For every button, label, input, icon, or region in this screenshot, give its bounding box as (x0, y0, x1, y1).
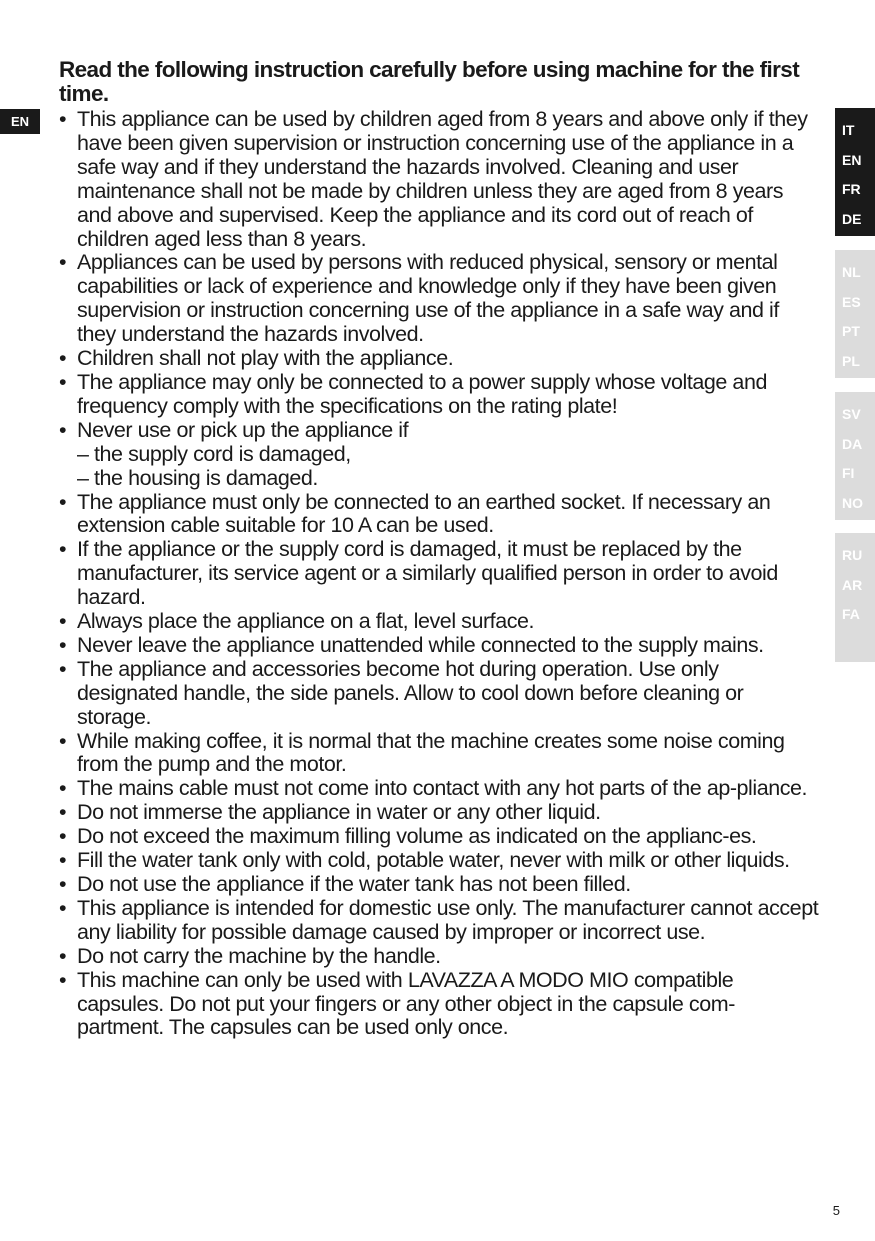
bullet-marker: • (59, 776, 67, 801)
instruction-item (59, 658, 819, 730)
instruction-item (59, 945, 819, 969)
instruction-item (59, 419, 819, 491)
bullet-marker: • (59, 656, 67, 681)
bullet-marker: • (59, 346, 67, 371)
instruction-item (59, 347, 819, 371)
instruction-text: Never leave the appliance unattended while connected to the supply mains. (77, 632, 764, 657)
instruction-text: Do not carry the machine by the handle. (77, 943, 441, 968)
instruction-item (59, 969, 819, 1041)
instruction-item (59, 777, 819, 801)
language-tab-sv: SV (842, 406, 861, 422)
instruction-text: This machine can only be used with LAVAZZA A MODO MIO compatible capsules. Do not put your fingers or any other object in the capsule com-partment. The capsules can be used only once. (77, 967, 735, 1040)
instruction-text: Appliances can be used by persons with reduced physical, sensory or mental capabilities or lack of experience and knowledge only if they have been given supervision or instruction concerning use of the appliance in a safe way and if they understand the hazards involved. (77, 250, 779, 347)
bullet-marker: • (59, 632, 67, 657)
bullet-marker: • (59, 967, 67, 992)
instruction-item (59, 371, 819, 419)
instruction-item (59, 825, 819, 849)
instruction-text: This appliance can be used by children aged from 8 years and above only if they have been given supervision or instruction concerning use of the appliance in a safe way and if they understand the hazards involved. Cleaning and user maintenance shall not be made by children unless they are aged from 8 years and above and supervised. Keep the appliance and its cord out of reach of children aged less than 8 years. (77, 107, 808, 251)
page-language-badge: EN (0, 109, 40, 134)
instruction-text: The appliance and accessories become hot during operation. Use only designated handle, the side panels. Allow to cool down before cleaning or storage. (77, 656, 744, 729)
bullet-marker: • (59, 417, 67, 442)
language-tab-es: ES (842, 293, 861, 310)
language-tab-fi: FI (842, 465, 855, 481)
bullet-marker: • (59, 489, 67, 514)
bullet-marker: • (59, 824, 67, 849)
safety-instructions-list (59, 108, 819, 1040)
language-group-3 (835, 392, 875, 520)
language-tab-fa: FA (842, 606, 860, 622)
language-group-4 (835, 533, 875, 662)
instruction-text: This appliance is intended for domestic use only. The manufacturer cannot accept any liability for possible damage caused by improper or incorrect use. (77, 895, 819, 944)
language-tab-da: DA (842, 435, 863, 452)
language-tab-it: IT (842, 122, 855, 138)
language-tab-ru: RU (842, 547, 863, 563)
bullet-marker: • (59, 943, 67, 968)
instruction-item (59, 801, 819, 825)
page-number: 5 (832, 1203, 840, 1218)
instruction-item (59, 897, 819, 945)
instruction-item (59, 730, 819, 778)
language-tab-nl: NL (842, 264, 861, 280)
instruction-item (59, 873, 819, 897)
instruction-item (59, 610, 819, 634)
language-tab-pt: PT (842, 323, 860, 339)
bullet-marker: • (59, 872, 67, 896)
language-group-1 (835, 108, 875, 236)
instructions-heading: Read the following instruction carefully before using machine for the first time. (59, 57, 800, 106)
instruction-item (59, 634, 819, 658)
instruction-text: Fill the water tank only with cold, potable water, never with milk or other liquids. (77, 848, 790, 873)
instruction-text: If the appliance or the supply cord is damaged, it must be replaced by the manufacturer, its service agent or a similarly qualified person in order to avoid hazard. (77, 537, 778, 610)
instruction-item (59, 538, 819, 610)
instruction-text: The appliance may only be connected to a power supply whose voltage and frequency comply with the specifications on the rating plate! (77, 369, 767, 418)
bullet-marker: • (59, 800, 67, 825)
instruction-item (59, 108, 819, 251)
bullet-marker: • (59, 609, 67, 634)
instruction-text: Do not exceed the maximum filling volume as indicated on the applianc-es. (77, 824, 757, 849)
instruction-text: Never use or pick up the appliance if – the supply cord is damaged, – the housing is damaged. (77, 417, 409, 490)
instruction-item (59, 251, 819, 347)
bullet-marker: • (59, 895, 67, 920)
language-tab-fr: FR (842, 181, 861, 197)
instruction-text: While making coffee, it is normal that the machine creates some noise coming from the pump and the motor. (77, 728, 785, 777)
instruction-text: Do not immerse the appliance in water or any other liquid. (77, 800, 601, 825)
bullet-marker: • (59, 537, 67, 562)
bullet-marker: • (59, 728, 67, 753)
instruction-text: Children shall not play with the appliance. (77, 346, 454, 371)
bullet-marker: • (59, 848, 67, 873)
instruction-text: The mains cable must not come into contact with any hot parts of the ap-pliance. (77, 776, 808, 801)
instruction-text: The appliance must only be connected to an earthed socket. If necessary an extension cable suitable for 10 A can be used. (77, 489, 771, 538)
bullet-marker: • (59, 250, 67, 275)
language-tab-de: DE (842, 210, 862, 227)
bullet-marker: • (59, 369, 67, 394)
instruction-item (59, 491, 819, 539)
language-tab-pl: PL (842, 352, 860, 369)
language-tab-no: NO (842, 494, 863, 511)
bullet-marker: • (59, 107, 67, 131)
instruction-text: Always place the appliance on a flat, level surface. (77, 609, 535, 634)
language-tab-en: EN (842, 151, 862, 168)
instruction-text: Do not use the appliance if the water tank has not been filled. (77, 872, 631, 896)
language-group-2 (835, 250, 875, 378)
language-tab-ar: AR (842, 576, 863, 593)
instruction-item (59, 849, 819, 873)
